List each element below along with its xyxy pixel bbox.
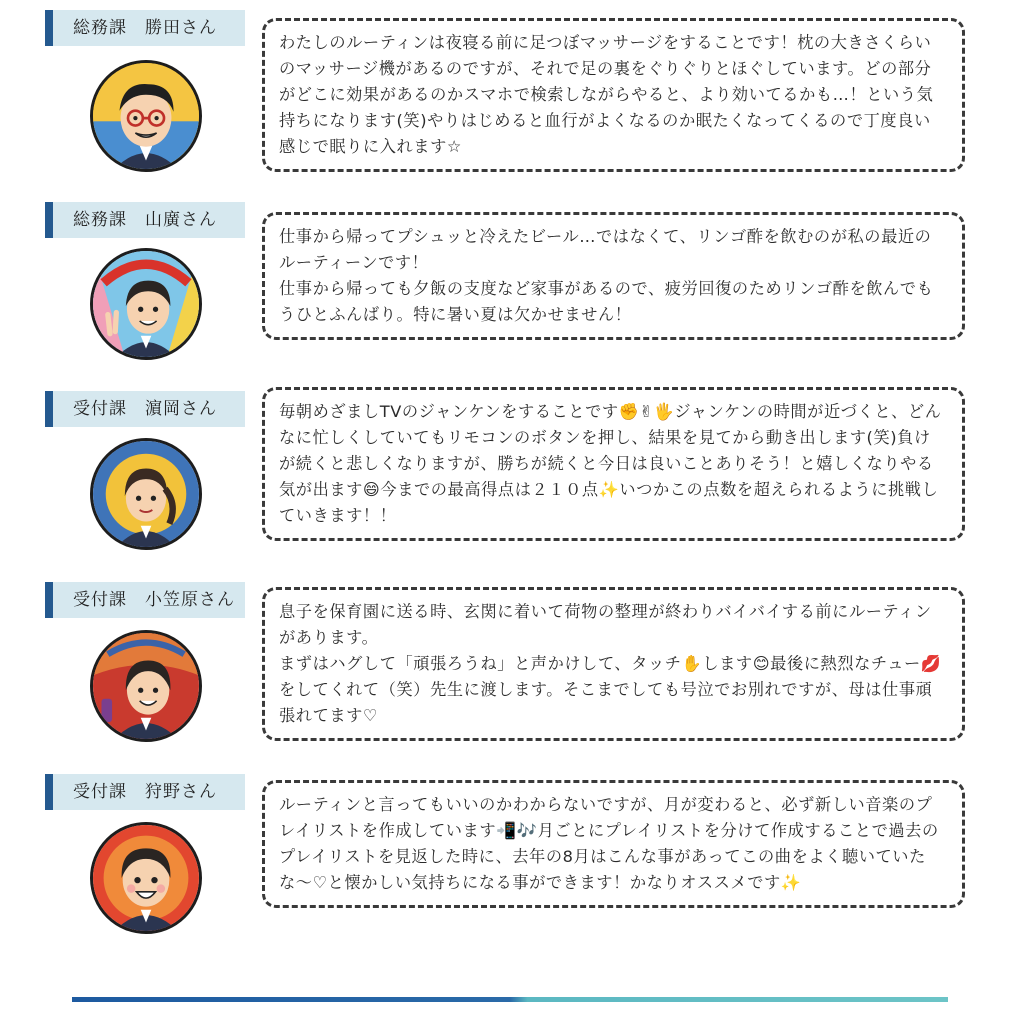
name-tag: 総務課 山廣さん: [45, 202, 245, 238]
comment-bubble: [262, 212, 965, 340]
comment-text: 息子を保育園に送る時、玄関に着いて荷物の整理が終わりバイバイする前にルーティンがあります。 まずはハグして「頑張ろうね」と声かけして、タッチ✋します😊最後に熱烈なチュー💋をしてくれて（笑）先生に渡します。そこまでしても号泣でお別れですが、母は仕事頑張れてます♡: [279, 602, 942, 725]
caricature-portrait-icon: [93, 251, 199, 357]
name-tag: 受付課 小笠原さん: [45, 582, 245, 618]
avatar: [90, 822, 202, 934]
name-tag: 受付課 濵岡さん: [45, 391, 245, 427]
comment-bubble: [262, 387, 965, 541]
comment-text: わたしのルーティンは夜寝る前に足つぼマッサージをすることです！枕の大きさくらいのマッサージ機があるのですが、それで足の裏をぐりぐりとほぐしています。どの部分がどこに効果があるのかスマホで検索しながらやると、より効いてるかも…！という気持ちになります(笑)やりはじめると血行がよくなるのか眠たくなってくるので丁度良い感じで眠りに入れます☆: [279, 33, 934, 156]
bottom-divider: [72, 997, 948, 1002]
avatar: [90, 60, 202, 172]
avatar: [90, 248, 202, 360]
caricature-portrait-icon: [93, 63, 199, 169]
avatar: [90, 630, 202, 742]
comment-text: 毎朝めざましTVのジャンケンをすることです✊✌🖐ジャンケンの時間が近づくと、どんなに忙しくしていてもリモコンのボタンを押し、結果を見てから動き出します(笑)負けが続くと悲しくなりますが、勝ちが続くと今日は良いことありそう！と嬉しくなりやる気が出ます😄今までの最高得点は２１０点✨いつかこの点数を超えられるように挑戦していきます！！: [279, 402, 942, 525]
comment-text: ルーティンと言ってもいいのかわからないですが、月が変わると、必ず新しい音楽のプレイリストを作成しています📲🎶月ごとにプレイリストを分けて作成することで過去のプレイリストを見返した時に、去年の8月はこんな事があってこの曲をよく聴いていたな〜♡と懐かしい気持ちになる事ができます！かなりオススメです✨: [279, 795, 939, 892]
comment-bubble: [262, 587, 965, 741]
comment-bubble: [262, 780, 965, 908]
name-tag: 受付課 狩野さん: [45, 774, 245, 810]
caricature-portrait-icon: [93, 633, 199, 739]
comment-text: 仕事から帰ってプシュッと冷えたビール…ではなくて、リンゴ酢を飲むのが私の最近のルーティーンです！ 仕事から帰っても夕飯の支度など家事があるので、疲労回復のためリンゴ酢を飲んでもうひとふんばり。特に暑い夏は欠かせません！: [279, 227, 934, 324]
caricature-portrait-icon: [93, 825, 199, 931]
name-tag: 総務課 勝田さん: [45, 10, 245, 46]
caricature-portrait-icon: [93, 441, 199, 547]
comment-bubble: [262, 18, 965, 172]
avatar: [90, 438, 202, 550]
